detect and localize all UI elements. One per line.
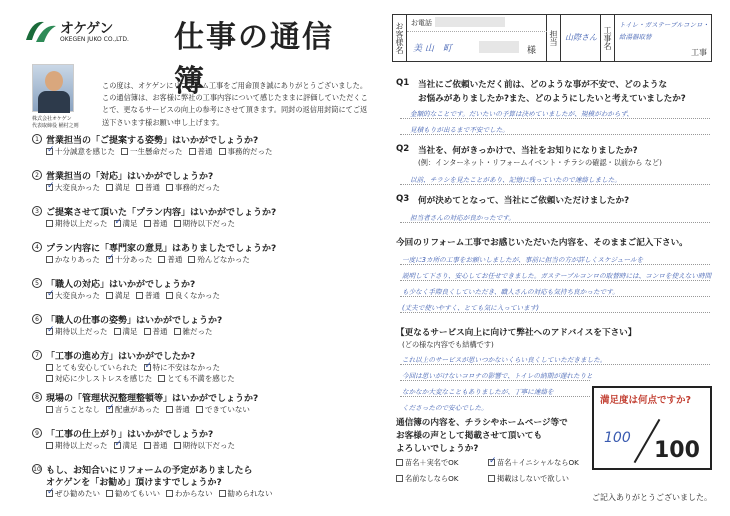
option-label: 十分誠意を感じた xyxy=(55,147,115,156)
brand-logo xyxy=(22,14,172,54)
checkbox-icon[interactable] xyxy=(136,292,143,299)
checked-checkbox-icon[interactable] xyxy=(46,328,53,335)
option-item[interactable] xyxy=(106,488,160,499)
option-label: ぜひ勧めたい xyxy=(55,489,100,498)
publish-option-4[interactable]: 掲載はしないで欲しい xyxy=(488,474,569,484)
option-item[interactable] xyxy=(166,404,190,415)
impression-answer-1: 一度に3カ所の工事をお願いしましたが、事前に担当の方が詳しくスケジュールを xyxy=(402,256,644,264)
options-row xyxy=(46,404,256,415)
option-label: 勧められない xyxy=(227,489,273,498)
q2-answer-1: 以前、チラシを見たことがあり、記憶に残っていたので連絡しました。 xyxy=(410,176,621,184)
question-text: プラン内容に「専門家の意見」はありましたでしょうか? xyxy=(46,244,277,254)
option-label: 期待以上だった xyxy=(55,219,108,228)
question-number: 6 xyxy=(32,314,42,324)
option-label: 普通 xyxy=(152,219,168,228)
option-item[interactable] xyxy=(166,290,220,301)
checkbox-icon[interactable] xyxy=(114,328,121,335)
checkbox-icon[interactable] xyxy=(46,375,53,382)
publish-option-1[interactable]: 苗名＋実名でOK xyxy=(396,458,459,468)
q3-number: Q3 xyxy=(396,194,410,204)
option-item[interactable] xyxy=(46,290,100,301)
checked-checkbox-icon[interactable] xyxy=(106,406,113,413)
q2-text: 当社を、何がきっかけで、当社をお知りになりましたか? xyxy=(418,146,638,156)
option-item[interactable] xyxy=(189,146,213,157)
checkbox-icon[interactable] xyxy=(196,406,203,413)
option-label: 満足 xyxy=(115,183,130,192)
publish-option-3[interactable]: 名前なしならOK xyxy=(396,474,459,484)
question-text: 「職人の対応」はいかがでしょうか? xyxy=(46,280,196,290)
option-label: 殆んどなかった xyxy=(197,255,250,264)
option-label: 満足 xyxy=(122,327,138,336)
option-item[interactable] xyxy=(46,146,115,157)
question-text: 「工事の仕上がり」はいかがでしょうか? xyxy=(46,430,214,440)
publish-text-1: 通信簿の内容を、チラシやホームページ等で xyxy=(396,418,568,428)
options-row xyxy=(46,182,226,193)
option-label: できていない xyxy=(204,405,250,414)
option-item[interactable] xyxy=(196,404,250,415)
customer-label: お客様名 xyxy=(395,22,404,54)
checkbox-icon[interactable] xyxy=(166,292,173,299)
option-label: 言うことなし xyxy=(55,405,100,414)
publish-checkbox-1[interactable] xyxy=(396,459,403,466)
option-label: 普通 xyxy=(145,291,160,300)
brand-sub: OKEGEN JUKO CO.,LTD. xyxy=(60,36,129,43)
option-item[interactable] xyxy=(158,254,182,265)
option-label: 満足 xyxy=(122,441,138,450)
score-value: 100 xyxy=(604,430,631,446)
options-row xyxy=(46,488,279,499)
checkbox-icon[interactable] xyxy=(46,364,53,371)
option-label: 勧めてもいい xyxy=(115,489,160,498)
option-label: 満足 xyxy=(115,291,130,300)
question-text: ご提案させて頂いた「プラン内容」はいかがでしょうか? xyxy=(46,208,277,218)
option-item[interactable] xyxy=(144,440,168,451)
question-text: 「職人の仕事の姿勢」はいかがでしょうか? xyxy=(46,316,223,326)
option-label: 普通 xyxy=(197,147,213,156)
option-item[interactable] xyxy=(219,146,273,157)
work-label: 工事名 xyxy=(603,26,612,50)
work-value: トイレ・ガステーブルコンロ・給湯器取替 xyxy=(619,21,709,41)
option-item[interactable] xyxy=(114,326,138,337)
q1-number: Q1 xyxy=(396,78,410,88)
options-row xyxy=(46,218,241,229)
checkbox-icon[interactable] xyxy=(46,406,53,413)
question-number: 10 xyxy=(33,466,41,473)
advice-sub: (どの様な内容でも結構です) xyxy=(402,340,494,349)
customer-header xyxy=(392,14,712,62)
option-label: 対応に少しストレスを感じた xyxy=(55,374,153,383)
checked-checkbox-icon[interactable] xyxy=(114,220,121,227)
option-label: とても安心していられた xyxy=(55,363,138,372)
question-text-2: オケゲンを「お勧め」頂けますでしょうか? xyxy=(46,478,222,488)
phone-redacted xyxy=(435,17,505,27)
option-item[interactable] xyxy=(166,182,220,193)
option-item[interactable] xyxy=(106,254,152,265)
q1-text: 当社にご依頼いただく前は、どのような事が不安で、どのような xyxy=(418,80,668,90)
question-number: 7 xyxy=(32,350,42,360)
option-item[interactable] xyxy=(166,488,213,499)
option-label: 普通 xyxy=(145,183,160,192)
impression-answer-3: も少なく手際良くしていただき、職人さんの対応も気持ち良かったです。 xyxy=(402,288,619,296)
checkbox-icon[interactable] xyxy=(166,406,173,413)
option-label: 普通 xyxy=(167,255,183,264)
option-label: 期待以下だった xyxy=(182,219,235,228)
option-item[interactable] xyxy=(46,404,100,415)
checkbox-icon[interactable] xyxy=(174,220,181,227)
option-item[interactable] xyxy=(106,290,130,301)
checkbox-icon[interactable] xyxy=(46,256,53,263)
checkbox-icon[interactable] xyxy=(189,148,196,155)
logo-mark-icon xyxy=(22,18,58,46)
checkbox-icon[interactable] xyxy=(46,220,53,227)
checkbox-icon[interactable] xyxy=(174,328,181,335)
option-item[interactable] xyxy=(46,254,100,265)
option-label: 特に不安はなかった xyxy=(152,363,220,372)
option-item[interactable] xyxy=(46,362,138,373)
checked-checkbox-icon[interactable] xyxy=(46,292,53,299)
options-row xyxy=(46,254,256,265)
signature: 株式会社オケゲン 代表取締役 桶村之则 xyxy=(32,116,79,129)
options-row xyxy=(46,326,219,337)
advice-title: 【更なるサービス向上に向けて弊社へのアドバイスを下さい】 xyxy=(396,328,637,338)
checkbox-icon[interactable] xyxy=(174,442,181,449)
impression-title: 今回のリフォーム工事でお感じいただいた内容を、そのままご記入下さい。 xyxy=(396,238,688,248)
work-suffix: 工事 xyxy=(691,48,707,57)
option-item[interactable] xyxy=(46,373,152,384)
page-title: 仕事の通信簿 xyxy=(174,20,334,99)
question-text: もし、お知合いにリフォームの予定がありましたら xyxy=(46,466,253,476)
honorific: 様 xyxy=(527,46,537,56)
checkbox-icon[interactable] xyxy=(219,148,226,155)
options-row xyxy=(46,373,241,384)
option-label: 雑だった xyxy=(182,327,213,336)
option-label: 大変良かった xyxy=(55,183,100,192)
advice-answer-2: 今回は思いがけないコロナの影響で、トイレの納期が遅れたりと xyxy=(402,372,593,380)
checkbox-icon[interactable] xyxy=(106,292,113,299)
satisfaction-score-box xyxy=(592,386,712,470)
question-number: 4 xyxy=(32,242,42,252)
advice-answer-4: くださったので安心でした。 xyxy=(402,404,488,412)
checkbox-icon[interactable] xyxy=(46,442,53,449)
checkbox-icon[interactable] xyxy=(166,184,173,191)
question-number: 5 xyxy=(32,278,42,288)
option-item[interactable] xyxy=(106,404,160,415)
option-label: 期待以下だった xyxy=(182,441,235,450)
option-item[interactable] xyxy=(219,488,273,499)
option-item[interactable] xyxy=(46,440,108,451)
option-label: 普通 xyxy=(152,441,168,450)
option-item[interactable] xyxy=(114,218,138,229)
checkbox-icon[interactable] xyxy=(136,184,143,191)
option-item[interactable] xyxy=(106,182,130,193)
publish-checkbox-2[interactable] xyxy=(488,459,495,466)
checkbox-icon[interactable] xyxy=(219,490,226,497)
impression-answer-4: (丈夫で使いやすく、とても気に入っています) xyxy=(402,304,539,312)
right-page xyxy=(392,8,724,508)
option-item[interactable] xyxy=(188,254,250,265)
checked-checkbox-icon[interactable] xyxy=(114,442,121,449)
question-number: 8 xyxy=(32,392,42,402)
checkbox-icon[interactable] xyxy=(144,328,151,335)
option-label: 期待以上だった xyxy=(55,327,108,336)
option-item[interactable] xyxy=(158,373,235,384)
publish-option-2[interactable]: ✓ 苗名＋イニシャルならOK xyxy=(488,458,579,468)
options-row xyxy=(46,146,279,157)
left-page xyxy=(22,8,368,508)
checked-checkbox-icon[interactable] xyxy=(106,256,113,263)
option-label: 良くなかった xyxy=(175,291,220,300)
question-text: 営業担当の「ご提案する姿勢」はいかがでしょうか? xyxy=(46,136,259,146)
options-row xyxy=(46,440,241,451)
rep-label: 担当 xyxy=(549,30,558,46)
option-label: 一生懸命だった xyxy=(130,147,183,156)
option-item[interactable] xyxy=(144,362,221,373)
checkbox-icon[interactable] xyxy=(106,490,113,497)
options-row xyxy=(46,362,226,373)
score-max: 100 xyxy=(654,438,700,463)
question-number: 3 xyxy=(32,206,42,216)
q1-text2: お悩みがありましたか?また、どのようにしたいと考えていましたか? xyxy=(418,94,686,104)
option-label: かなりあった xyxy=(55,255,100,264)
option-label: 満足 xyxy=(122,219,138,228)
options-row xyxy=(46,290,226,301)
checkbox-icon[interactable] xyxy=(144,220,151,227)
publish-checkbox-4[interactable] xyxy=(488,475,495,482)
q3-text: 何が決めてとなって、当社にご依頼いただけましたか? xyxy=(418,196,630,206)
checked-checkbox-icon[interactable] xyxy=(46,148,53,155)
checked-checkbox-icon[interactable] xyxy=(46,184,53,191)
phone-label: お電話 xyxy=(411,19,432,27)
option-label: 大変良かった xyxy=(55,291,100,300)
checkbox-icon[interactable] xyxy=(166,490,173,497)
checkbox-icon[interactable] xyxy=(121,148,128,155)
thanks-text: ご記入ありがとうございました。 xyxy=(592,493,712,502)
customer-name-redacted xyxy=(479,41,519,53)
checkbox-icon[interactable] xyxy=(188,256,195,263)
option-item[interactable] xyxy=(46,182,100,193)
question-number: 1 xyxy=(32,134,42,144)
option-item[interactable] xyxy=(136,290,160,301)
option-item[interactable] xyxy=(174,218,236,229)
q1-answer-1: 金額的なことです。だいたいの予算は決めていましたが、規模がわからず、 xyxy=(410,110,634,118)
checkbox-icon[interactable] xyxy=(106,184,113,191)
question-text: 現場の「管理状況整理整頓等」はいかがでしょうか? xyxy=(46,394,259,404)
option-item[interactable] xyxy=(136,182,160,193)
checked-checkbox-icon[interactable] xyxy=(144,364,151,371)
question-text: 営業担当の「対応」はいかがでしょうか? xyxy=(46,172,214,182)
option-label: わからない xyxy=(175,489,213,498)
brand-name: オケゲン xyxy=(60,21,113,37)
option-label: とても不満を感じた xyxy=(167,374,235,383)
option-label: 配慮があった xyxy=(115,405,160,414)
option-item[interactable] xyxy=(144,218,168,229)
option-item[interactable] xyxy=(46,488,100,499)
question-text: 「工事の進め方」はいかがでしたか? xyxy=(46,352,196,362)
option-label: 普通 xyxy=(174,405,190,414)
option-label: 普通 xyxy=(152,327,168,336)
option-label: 事務的だった xyxy=(227,147,273,156)
option-label: 事務的だった xyxy=(175,183,220,192)
q1-answer-2: 見積もりが出るまで不安でした。 xyxy=(410,126,509,134)
checkbox-icon[interactable] xyxy=(158,375,165,382)
rep-value: 山際さん xyxy=(565,33,597,42)
question-number: 9 xyxy=(32,428,42,438)
score-title: 満足度は何点ですか? xyxy=(600,395,692,406)
checkbox-icon[interactable] xyxy=(158,256,165,263)
advice-answer-1: これ以上のサービスが思いつかないくらい良くしていただきました。 xyxy=(402,356,607,364)
option-item[interactable] xyxy=(121,146,183,157)
q3-answer-1: 担当者さんの対応が良かったです。 xyxy=(410,214,515,222)
customer-name: 美 山 町 xyxy=(413,44,452,54)
option-label: 期待以上だった xyxy=(55,441,108,450)
option-item[interactable] xyxy=(46,326,108,337)
option-label: 十分あった xyxy=(114,255,153,264)
option-item[interactable] xyxy=(174,326,213,337)
checked-checkbox-icon[interactable] xyxy=(46,490,53,497)
option-item[interactable] xyxy=(46,218,108,229)
checkbox-icon[interactable] xyxy=(144,442,151,449)
advice-answer-3: なかなか大変なこともありましたが、丁寧に連絡を xyxy=(402,388,554,396)
option-item[interactable] xyxy=(114,440,138,451)
option-item[interactable] xyxy=(174,440,236,451)
publish-text-3: よろしいでしょうか? xyxy=(396,444,479,454)
q2-number: Q2 xyxy=(396,144,410,154)
publish-text-2: お客様の声として掲載させて頂いても xyxy=(396,431,543,441)
impression-answer-2: 説明して下さり、安心してお任せできました。ガステーブルコンロの取替時には、コンロを使えない時間 xyxy=(402,272,712,280)
intro-text: この度は、オケゲンにリフォーム工事をご用命頂き誠にありがとうございました。この通信簿は、お客様に弊社の工事内容について感じたままに評価していただくことで、更なるサービスの向上の参考にさせて頂きます。同封の返信用封筒にてご返送下さいます様お願い申し上げます。 xyxy=(102,81,368,127)
publish-checkbox-3[interactable] xyxy=(396,475,403,482)
option-item[interactable] xyxy=(144,326,168,337)
q2-sub: (例：インターネット・リフォームイベント・チラシの確認・以前から など) xyxy=(418,158,662,167)
question-number: 2 xyxy=(32,170,42,180)
representative-photo xyxy=(32,64,74,112)
